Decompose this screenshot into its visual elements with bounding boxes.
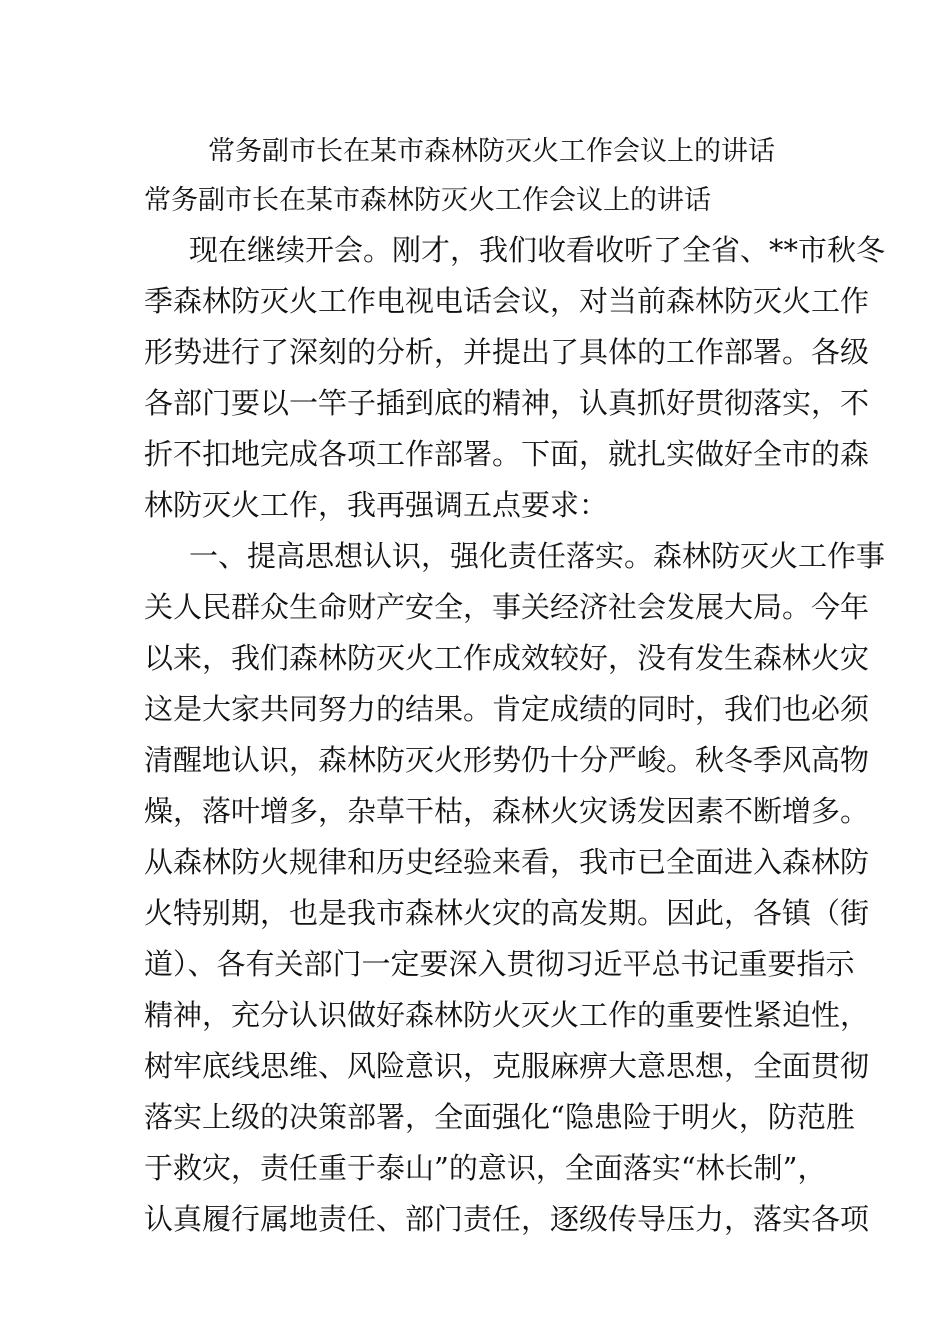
paragraph-line: 折不扣地完成各项工作部署。下面，就扎实做好全市的森 [144, 437, 870, 471]
paragraph-line: 树牢底线思维、风险意识，克服麻痹大意思想，全面贯彻 [144, 1049, 870, 1083]
paragraph-line: 一、提高思想认识，强化责任落实。森林防灭火工作事 [189, 539, 886, 573]
paragraph-line: 于救灾，责任重于泰山”的意识，全面落实“林长制”， [144, 1151, 827, 1185]
paragraph-line: 火特别期，也是我市森林火灾的高发期。因此，各镇（街 [144, 896, 870, 930]
paragraph-line: 现在继续开会。刚才，我们收看收听了全省、**市秋冬 [189, 233, 886, 267]
paragraph-line: 认真履行属地责任、部门责任，逐级传导压力，落实各项 [144, 1202, 870, 1236]
paragraph-line: 从森林防火规律和历史经验来看，我市已全面进入森林防 [144, 845, 870, 879]
paragraph-line: 季森林防灭火工作电视电话会议，对当前森林防灭火工作 [144, 284, 870, 318]
paragraph-line: 落实上级的决策部署，全面强化“隐患险于明火，防范胜 [144, 1100, 855, 1134]
paragraph-line: 形势进行了深刻的分析，并提出了具体的工作部署。各级 [144, 335, 870, 369]
paragraph-line: 各部门要以一竿子插到底的精神，认真抓好贯彻落实，不 [144, 386, 870, 420]
paragraph-line: 清醒地认识，森林防灭火形势仍十分严峻。秋冬季风高物 [144, 743, 870, 777]
paragraph-line: 道）、各有关部门一定要深入贯彻习近平总书记重要指示 [144, 947, 855, 981]
paragraph-line: 以来，我们森林防灭火工作成效较好，没有发生森林火灾 [144, 641, 870, 675]
paragraph-line: 精神，充分认识做好森林防火灭火工作的重要性紧迫性， [144, 998, 870, 1032]
paragraph-line: 燥，落叶增多，杂草干枯，森林火灾诱发因素不断增多。 [144, 794, 870, 828]
document-subtitle: 常务副市长在某市森林防灭火工作会议上的讲话 [144, 185, 711, 216]
paragraph-line: 这是大家共同努力的结果。肯定成绩的同时，我们也必须 [144, 692, 870, 726]
paragraph-line: 关人民群众生命财产安全，事关经济社会发展大局。今年 [144, 590, 870, 624]
document-title: 常务副市长在某市森林防灭火工作会议上的讲话 [208, 136, 775, 167]
paragraph-line: 林防灭火工作，我再强调五点要求： [144, 488, 609, 522]
